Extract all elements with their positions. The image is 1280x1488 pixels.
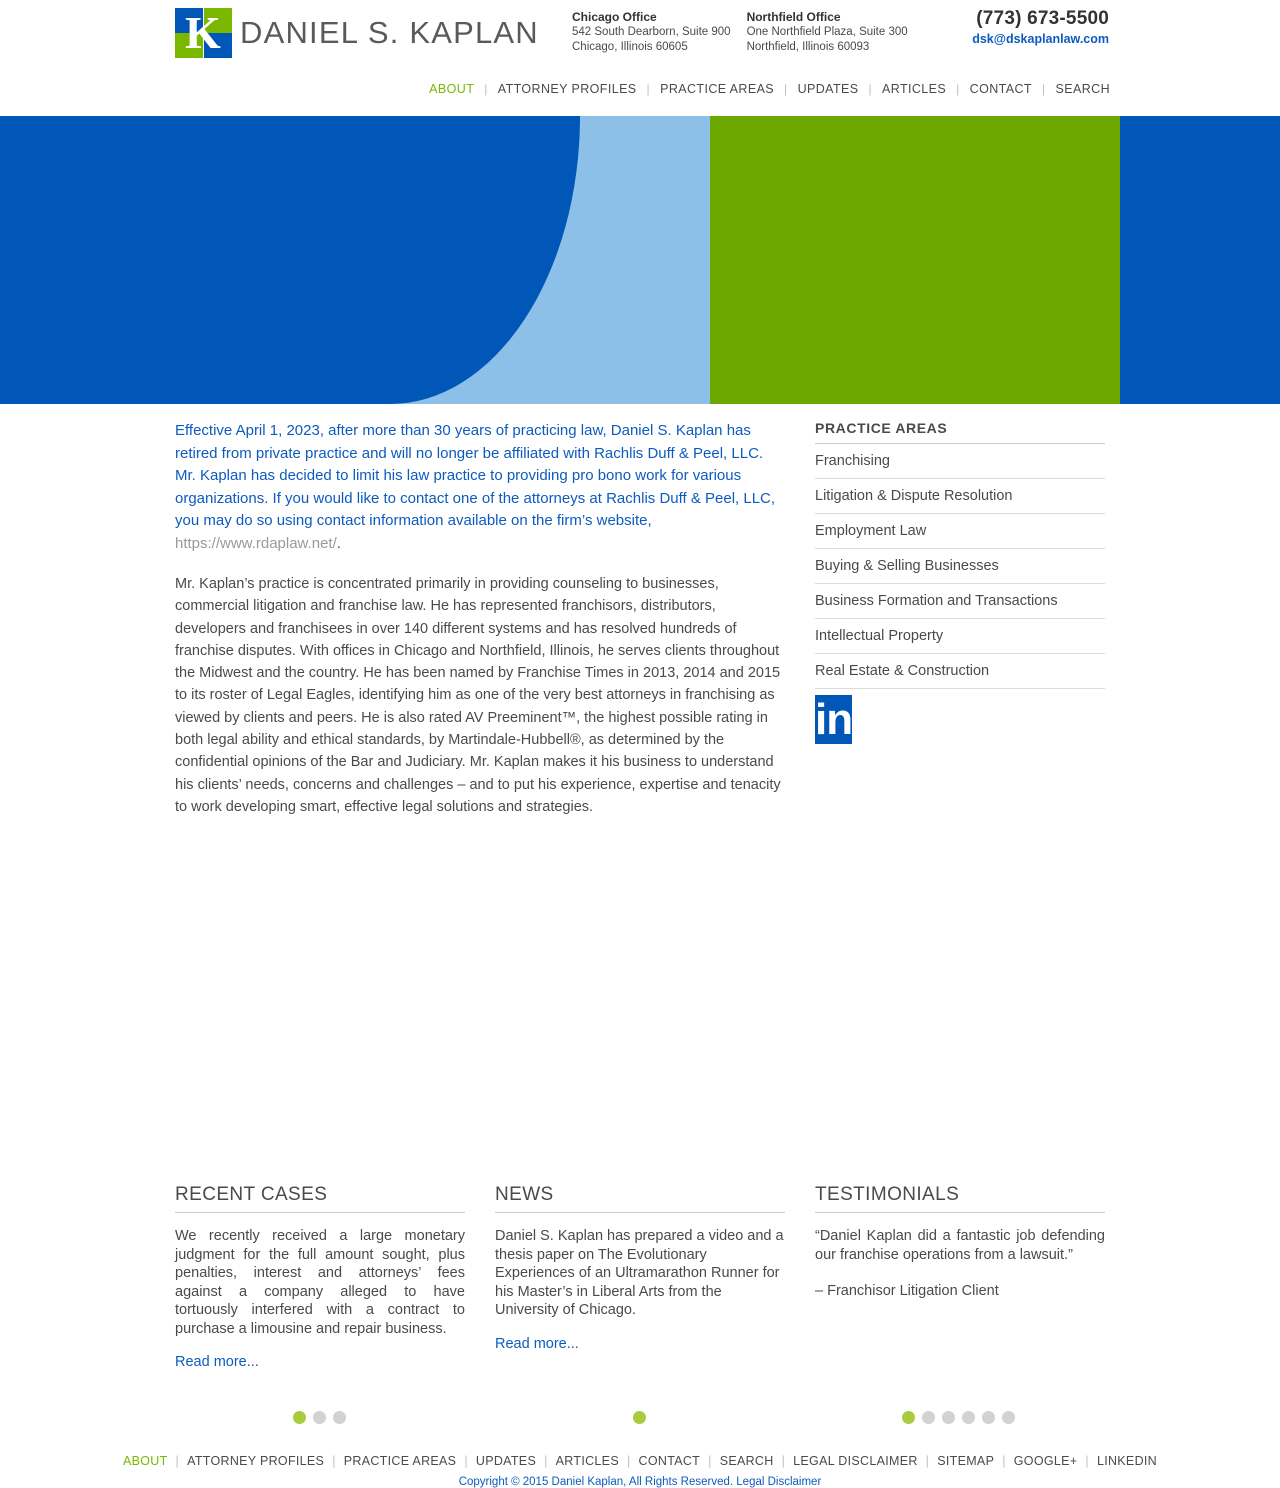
pagination-dot[interactable] bbox=[333, 1411, 346, 1424]
footer-item-sitemap[interactable]: SITEMAP bbox=[937, 1454, 995, 1468]
practice-area-item[interactable]: Franchising bbox=[815, 444, 1105, 479]
copyright-text: Copyright © 2015 Daniel Kaplan, All Rights Reserved. Legal Disclaimer bbox=[458, 1476, 822, 1488]
pagination-dot[interactable] bbox=[922, 1411, 935, 1424]
footer-separator: | bbox=[1085, 1454, 1089, 1468]
main-navigation bbox=[419, 82, 1110, 96]
footer-separator: | bbox=[781, 1454, 786, 1468]
footer-separator: | bbox=[925, 1454, 930, 1468]
nav-item-articles[interactable]: ARTICLES bbox=[882, 82, 947, 96]
linkedin-icon[interactable]: in bbox=[815, 695, 853, 744]
practice-areas-heading: PRACTICE AREAS bbox=[815, 420, 1105, 444]
pagination-dot[interactable] bbox=[293, 1411, 306, 1424]
practice-area-item[interactable]: Employment Law bbox=[815, 514, 1105, 549]
office-addresses bbox=[572, 10, 908, 55]
footer-separator: | bbox=[464, 1454, 468, 1468]
pagination-dot[interactable] bbox=[902, 1411, 915, 1424]
retirement-notice bbox=[175, 420, 783, 555]
footer-separator: | bbox=[544, 1454, 548, 1468]
hero-shape-blue-right bbox=[1120, 116, 1280, 404]
pagination-dot[interactable] bbox=[1002, 1411, 1015, 1424]
primary-column bbox=[175, 420, 783, 818]
practice-area-item[interactable]: Litigation & Dispute Resolution bbox=[815, 479, 1105, 514]
site-header bbox=[0, 0, 1280, 116]
office-northfield-name: Northfield Office bbox=[746, 10, 841, 24]
footer-item-contact[interactable]: CONTACT bbox=[638, 1454, 701, 1468]
logo-mark-icon bbox=[175, 8, 232, 58]
footer-navigation bbox=[0, 1454, 1280, 1468]
nav-separator: | bbox=[646, 82, 651, 96]
footer-item-about[interactable]: ABOUT bbox=[122, 1454, 168, 1468]
pagination-dot[interactable] bbox=[313, 1411, 326, 1424]
footer-item-articles[interactable]: ARTICLES bbox=[555, 1454, 619, 1468]
footer-item-practice-areas[interactable]: PRACTICE AREAS bbox=[343, 1454, 457, 1468]
office-northfield bbox=[747, 10, 908, 55]
footer-item-legal-disclaimer[interactable]: LEGAL DISCLAIMER bbox=[793, 1454, 918, 1468]
footer-separator: | bbox=[175, 1454, 180, 1468]
site-logo[interactable] bbox=[175, 8, 539, 58]
nav-item-attorney-profiles[interactable]: ATTORNEY PROFILES bbox=[497, 82, 637, 96]
hero-shape-green bbox=[710, 116, 1120, 404]
retirement-notice-text: Effective April 1, 2023, after more than 30 years of practicing law, Daniel S. Kaplan has retired from private practice and will no longer be affiliated with Rachlis Duff & Peel, LLC. Mr. Kaplan has decided to limit his law practice to providing pro bono work for various organizations. If you would like to contact one of the attorneys at Rachlis Duff & Peel, LLC, you may do so using contact information available on the firm’s website, bbox=[175, 422, 776, 529]
practice-areas-sidebar bbox=[815, 420, 1105, 751]
news-read-more[interactable]: Read more... bbox=[495, 1335, 579, 1352]
footer-separator: | bbox=[626, 1454, 631, 1468]
pagination-dot[interactable] bbox=[962, 1411, 975, 1424]
testimonials-heading: TESTIMONIALS bbox=[815, 1184, 1105, 1213]
footer-item-search[interactable]: SEARCH bbox=[719, 1454, 774, 1468]
practice-area-item[interactable]: Real Estate & Construction bbox=[815, 654, 1105, 689]
nav-item-contact[interactable]: CONTACT bbox=[969, 82, 1032, 96]
footer-separator: | bbox=[708, 1454, 712, 1468]
practice-areas-list bbox=[815, 444, 1105, 689]
office-northfield-line2: Northfield, Illinois 60093 bbox=[746, 41, 870, 53]
practice-description: Mr. Kaplan’s practice is concentrated primarily in providing counseling to businesses, commercial litigation and franchise law. He has represented franchisors, distributors, developers and franchisees in over 140 different systems and has resolved hundreds of franchise disputes. With offices in Chicago and Northfield, Illinois, he serves clients throughout the Midwest and the country. He has been named by Franchise Times in 2013, 2014 and 2015 to its roster of Legal Eagles, identifying him as one of the very best attorneys in franchising as viewed by clients and peers. He is also rated AV Preeminent™, the highest possible rating in both legal ability and ethical standards, by Martindale-Hubbell®, as determined by the confidential opinions of the Bar and Judiciary. Mr. Kaplan makes it his business to understand his clients’ needs, concerns and challenges – and to put his experience, expertise and tenacity to work developing smart, effective legal solutions and strategies. bbox=[175, 576, 781, 815]
practice-area-item[interactable]: Buying & Selling Businesses bbox=[815, 549, 1105, 584]
office-chicago-name: Chicago Office bbox=[572, 10, 657, 24]
nav-separator: | bbox=[1041, 82, 1046, 96]
footer-item-linkedin[interactable]: LINKEDIN bbox=[1096, 1454, 1157, 1468]
news-body: Daniel S. Kaplan has prepared a video and a thesis paper on The Evolutionary Experiences of an Ultramarathon Runner for his Master’s in Liberal Arts from the University of Chicago. bbox=[495, 1228, 784, 1318]
testimonials-pagination[interactable] bbox=[902, 1411, 1015, 1424]
hero-banner bbox=[0, 116, 1280, 404]
pagination-dot[interactable] bbox=[982, 1411, 995, 1424]
office-northfield-line1: One Northfield Plaza, Suite 300 bbox=[746, 26, 908, 38]
news-panel bbox=[495, 1184, 785, 1353]
retirement-notice-period: . bbox=[336, 534, 341, 552]
testimonial-quote: “Daniel Kaplan did a fantastic job defending our franchise operations from a lawsuit.” bbox=[815, 1228, 1105, 1263]
email-link[interactable]: dsk@dskaplanlaw.com bbox=[972, 32, 1109, 46]
office-chicago-line2: Chicago, Illinois 60605 bbox=[572, 41, 688, 53]
practice-area-item[interactable]: Intellectual Property bbox=[815, 619, 1105, 654]
recent-cases-heading: RECENT CASES bbox=[175, 1184, 465, 1213]
contact-block bbox=[972, 8, 1109, 48]
pagination-dot[interactable] bbox=[633, 1411, 646, 1424]
phone-number[interactable]: (773) 673-5500 bbox=[976, 8, 1109, 29]
recent-cases-pagination[interactable] bbox=[293, 1411, 346, 1424]
footer-item-attorney-profiles[interactable]: ATTORNEY PROFILES bbox=[187, 1454, 325, 1468]
pagination-dot[interactable] bbox=[942, 1411, 955, 1424]
office-chicago bbox=[572, 10, 731, 55]
practice-area-item[interactable]: Business Formation and Transactions bbox=[815, 584, 1105, 619]
office-chicago-line1: 542 South Dearborn, Suite 900 bbox=[572, 26, 731, 38]
recent-cases-body: We recently received a large monetary judgment for the full amount sought, plus penalties, interest and attorneys’ fees against a company alleged to have tortuously interfered with a contract to purchase a limousine and repair business. bbox=[175, 1228, 465, 1337]
nav-separator: | bbox=[868, 82, 873, 96]
logo-letter: K bbox=[185, 7, 220, 58]
firm-website-url[interactable]: https://www.rdaplaw.net/ bbox=[175, 534, 337, 552]
nav-separator: | bbox=[784, 82, 788, 96]
nav-item-updates[interactable]: UPDATES bbox=[797, 82, 859, 96]
testimonials-panel bbox=[815, 1184, 1105, 1316]
logo-wordmark: DANIEL S. KAPLAN bbox=[240, 15, 539, 50]
site-footer bbox=[0, 1454, 1280, 1488]
footer-item-updates[interactable]: UPDATES bbox=[475, 1454, 537, 1468]
testimonial-attribution: – Franchisor Litigation Client bbox=[815, 1283, 999, 1299]
footer-separator: | bbox=[332, 1454, 336, 1468]
recent-cases-read-more[interactable]: Read more... bbox=[175, 1354, 259, 1370]
news-heading: NEWS bbox=[495, 1184, 785, 1213]
nav-item-about[interactable]: ABOUT bbox=[429, 82, 475, 96]
recent-cases-panel bbox=[175, 1184, 465, 1371]
nav-separator: | bbox=[956, 82, 960, 96]
footer-item-google-plus[interactable]: GOOGLE+ bbox=[1013, 1454, 1078, 1468]
nav-separator: | bbox=[484, 82, 488, 96]
news-pagination[interactable] bbox=[633, 1411, 646, 1424]
nav-item-search[interactable]: SEARCH bbox=[1055, 82, 1110, 96]
footer-separator: | bbox=[1002, 1454, 1006, 1468]
nav-item-practice-areas[interactable]: PRACTICE AREAS bbox=[660, 82, 775, 96]
